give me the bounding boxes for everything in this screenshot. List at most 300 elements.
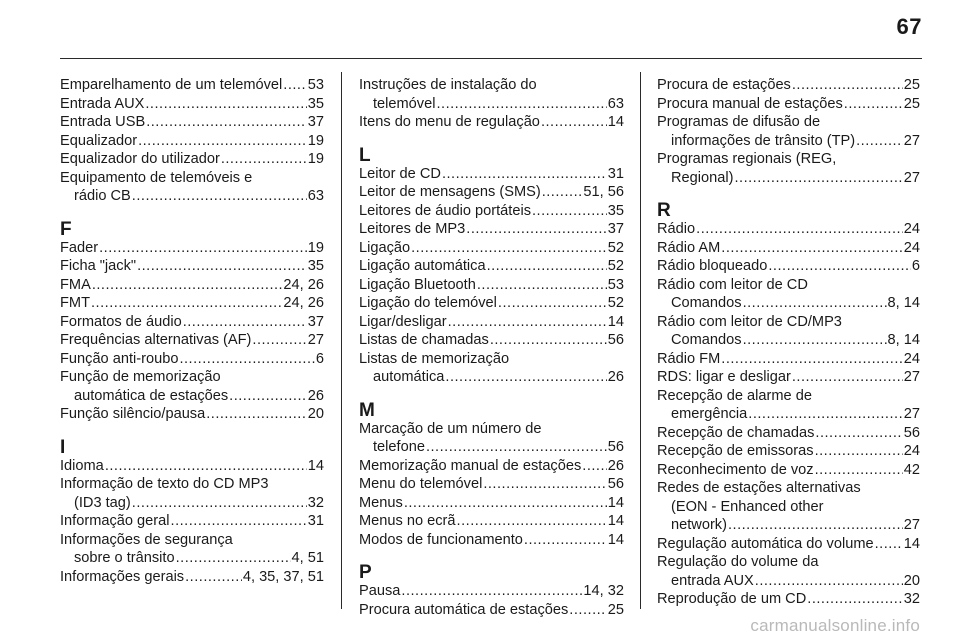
index-entry-line — [359, 294, 624, 313]
index-page-ref: 53 — [307, 77, 324, 93]
index-term: Ligação — [359, 239, 411, 256]
index-entry-line — [60, 405, 324, 424]
index-page-ref: 26 — [607, 369, 624, 385]
index-term: Listas de memorização — [359, 350, 510, 367]
index-term: Informação de texto do CD MP3 — [60, 476, 269, 492]
index-page-ref: 63 — [607, 95, 624, 112]
index-entry — [60, 368, 324, 405]
dot-leader — [183, 313, 307, 332]
dot-leader — [815, 461, 903, 480]
index-entry — [60, 276, 324, 295]
index-page-ref: 25 — [903, 77, 920, 93]
index-letter-heading: P — [359, 562, 372, 583]
index-entry — [657, 535, 920, 554]
index-page-ref: 19 — [307, 151, 324, 167]
index-term: Formatos de áudio — [60, 313, 182, 330]
dot-leader — [145, 95, 306, 114]
index-term: FMA — [60, 276, 91, 293]
index-entry-line — [657, 572, 920, 591]
index-entry-line — [60, 475, 324, 494]
index-entry-line — [60, 331, 324, 350]
index-term: Marcação de um número de — [359, 420, 542, 437]
dot-leader — [856, 132, 903, 151]
index-entry-line — [657, 590, 920, 609]
index-entry — [657, 461, 920, 480]
dot-leader — [743, 294, 887, 313]
dot-leader — [490, 331, 607, 350]
index-term: Leitores de MP3 — [359, 221, 466, 237]
index-page-ref: 27 — [903, 132, 920, 149]
index-entry — [657, 368, 920, 387]
dot-leader — [185, 568, 242, 587]
dot-leader — [426, 438, 607, 457]
index-page-ref: 14 — [607, 114, 624, 130]
index-entry-line — [359, 257, 624, 276]
index-term: Entrada USB — [60, 114, 146, 130]
index-term: Itens do menu de regulação — [359, 114, 540, 130]
index-page-ref: 20 — [903, 572, 920, 589]
index-term: Ficha "jack" — [60, 258, 137, 274]
dot-leader — [445, 368, 606, 387]
dot-leader — [815, 424, 902, 443]
dot-leader — [541, 113, 607, 132]
index-term: network) — [671, 517, 727, 533]
index-entry-line — [657, 350, 920, 369]
index-entry-line — [60, 276, 324, 295]
dot-leader — [807, 590, 903, 609]
page-number: 67 — [896, 14, 922, 39]
index-term: Reprodução de um CD — [657, 591, 807, 607]
index-term: Equalizador do utilizador — [60, 151, 220, 167]
index-page-ref: 14 — [607, 494, 624, 511]
index-entry — [657, 553, 920, 590]
dot-leader — [815, 442, 903, 461]
index-term: Função silêncio/pausa — [60, 406, 206, 422]
index-entry — [657, 424, 920, 443]
index-term: telemóvel — [373, 95, 436, 112]
dot-leader — [466, 220, 606, 239]
index-column-2 — [359, 76, 624, 619]
index-term: informações de trânsito (TP) — [671, 132, 856, 149]
index-entry-line — [657, 220, 920, 239]
dot-leader — [132, 494, 307, 513]
index-term: Comandos — [671, 295, 742, 311]
index-entry — [359, 183, 624, 202]
index-term: Menus no ecrã — [359, 513, 456, 529]
dot-leader — [401, 582, 582, 601]
index-term: FMT — [60, 295, 90, 311]
index-page-ref: 24 — [903, 221, 920, 237]
index-term: telefone — [373, 439, 425, 455]
index-term: Leitor de CD — [359, 165, 441, 182]
dot-leader — [768, 257, 911, 276]
index-page-ref: 14 — [903, 535, 920, 552]
index-entry-line — [657, 95, 920, 114]
dot-leader — [411, 239, 607, 258]
index-entry — [657, 95, 920, 114]
index-page-ref: 31 — [607, 165, 624, 182]
index-page-ref: 37 — [307, 313, 324, 330]
header-rule — [60, 58, 922, 59]
index-page-ref: 8, 14 — [887, 295, 920, 311]
index-page-ref: 42 — [903, 461, 920, 478]
index-entry-line — [657, 424, 920, 443]
index-entry-line — [60, 132, 324, 151]
index-entry-line — [60, 549, 324, 568]
index-entry-line — [657, 516, 920, 535]
index-term: Programas de difusão de — [657, 114, 821, 130]
dot-leader — [206, 405, 307, 424]
index-entry — [657, 113, 920, 150]
index-entry — [359, 276, 624, 295]
index-page-ref: 4, 51 — [291, 550, 324, 566]
dot-leader — [728, 516, 903, 535]
index-entry-line — [359, 475, 624, 494]
dot-leader — [792, 76, 903, 95]
index-entry — [657, 387, 920, 424]
index-entry-line — [60, 113, 324, 132]
index-entry — [359, 113, 624, 132]
index-entry-line — [359, 350, 624, 369]
index-entry-line — [359, 420, 624, 439]
index-page-ref: 31 — [307, 513, 324, 529]
index-term: Emparelhamento de um telemóvel — [60, 77, 283, 93]
index-entry-line — [657, 442, 920, 461]
dot-leader — [105, 457, 307, 476]
index-entry-line — [657, 113, 920, 132]
index-term: Função de memorização — [60, 369, 221, 385]
index-page-ref: 26 — [307, 387, 324, 404]
index-term: Rádio AM — [657, 239, 721, 256]
dot-leader — [755, 572, 903, 591]
index-term: automática — [373, 369, 445, 385]
dot-leader — [457, 512, 607, 531]
index-entry-line — [359, 601, 624, 620]
index-entry-line — [60, 257, 324, 276]
index-term: Frequências alternativas (AF) — [60, 332, 252, 348]
index-page-ref: 19 — [307, 132, 324, 149]
index-term: Rádio bloqueado — [657, 258, 768, 274]
index-entry — [657, 220, 920, 239]
index-term: Menus — [359, 494, 403, 511]
index-term: Ligação automática — [359, 258, 486, 274]
index-term: Procura automática de estações — [359, 601, 569, 618]
index-entry — [359, 494, 624, 513]
index-page-ref: 27 — [307, 332, 324, 348]
index-entry — [359, 202, 624, 221]
index-entry-line — [60, 350, 324, 369]
dot-leader — [792, 368, 903, 387]
index-entry — [60, 294, 324, 313]
dot-leader — [721, 239, 902, 258]
index-entry — [60, 350, 324, 369]
watermark: carmanualsonline.info — [750, 616, 920, 635]
index-entry-line — [359, 331, 624, 350]
dot-leader — [532, 202, 607, 221]
index-entry — [657, 150, 920, 187]
index-page-ref: 52 — [607, 239, 624, 256]
index-term: Ligação Bluetooth — [359, 276, 476, 293]
index-entry-line — [60, 313, 324, 332]
index-page-ref: 32 — [307, 494, 324, 511]
index-page-ref: 8, 14 — [887, 332, 920, 348]
index-entry — [359, 331, 624, 350]
dot-leader — [582, 457, 607, 476]
index-term: Regulação automática do volume — [657, 535, 874, 552]
dot-leader — [483, 475, 606, 494]
index-page-ref: 14 — [607, 531, 624, 548]
index-entry-line — [359, 438, 624, 457]
index-entry — [60, 76, 324, 95]
dot-leader — [542, 183, 583, 202]
index-entry-line — [60, 294, 324, 313]
index-entry — [657, 442, 920, 461]
index-term: Recepção de chamadas — [657, 424, 815, 441]
index-term: sobre o trânsito — [74, 550, 175, 566]
index-entry — [60, 132, 324, 151]
index-page-ref: 56 — [607, 476, 624, 492]
index-entry — [359, 313, 624, 332]
index-term: entrada AUX — [671, 572, 754, 589]
index-entry — [60, 512, 324, 531]
index-entry-line — [359, 457, 624, 476]
index-entry-line — [359, 76, 624, 95]
index-page-ref: 56 — [607, 439, 624, 455]
index-page-ref: 27 — [903, 406, 920, 422]
index-term: Informações gerais — [60, 568, 185, 585]
index-entry-line — [359, 165, 624, 184]
index-entry-line — [60, 150, 324, 169]
index-page-ref: 6 — [315, 350, 324, 367]
index-term: Equipamento de telemóveis e — [60, 169, 253, 186]
index-entry-line — [359, 113, 624, 132]
index-entry — [657, 239, 920, 258]
index-entry — [359, 475, 624, 494]
index-entry-line — [359, 276, 624, 295]
index-term: Listas de chamadas — [359, 332, 489, 348]
index-term: Pausa — [359, 583, 401, 599]
index-entry — [359, 531, 624, 550]
index-entry-line — [359, 582, 624, 601]
index-entry-line — [359, 183, 624, 202]
index-entry — [657, 350, 920, 369]
index-entry-line — [657, 498, 920, 517]
dot-leader — [229, 387, 307, 406]
index-page-ref: 24 — [903, 239, 920, 256]
dot-leader — [252, 331, 306, 350]
index-entry-line — [359, 512, 624, 531]
dot-leader — [748, 405, 903, 424]
index-entry — [359, 294, 624, 313]
index-entry-line — [657, 553, 920, 572]
index-entry-line — [60, 76, 324, 95]
index-term: Menu do telemóvel — [359, 476, 483, 492]
dot-leader — [179, 350, 314, 369]
dot-leader — [696, 220, 903, 239]
index-entry-line — [657, 239, 920, 258]
dot-leader — [283, 76, 307, 95]
index-term: Comandos — [671, 332, 742, 348]
dot-leader — [844, 95, 903, 114]
index-entry-line — [60, 187, 324, 206]
index-term: Leitor de mensagens (SMS) — [359, 184, 541, 200]
index-term: automática de estações — [74, 387, 229, 404]
index-term: Informação geral — [60, 513, 170, 529]
index-entry — [60, 257, 324, 276]
index-entry-line — [60, 531, 324, 550]
index-term: Rádio com leitor de CD/MP3 — [657, 313, 842, 330]
index-entry-line — [359, 531, 624, 550]
dot-leader — [132, 187, 307, 206]
index-entry-line — [657, 132, 920, 151]
dot-leader — [99, 239, 307, 258]
index-entry-line — [359, 239, 624, 258]
dot-leader — [176, 549, 291, 568]
index-page-ref: 25 — [903, 95, 920, 112]
index-term: Procura de estações — [657, 77, 791, 93]
index-page-ref: 35 — [307, 95, 324, 112]
index-column-3 — [657, 76, 920, 609]
index-term: RDS: ligar e desligar — [657, 369, 791, 385]
index-page-ref: 20 — [307, 406, 324, 422]
index-entry — [60, 331, 324, 350]
index-entry-line — [60, 512, 324, 531]
index-entry — [60, 150, 324, 169]
index-term: Programas regionais (REG, — [657, 151, 837, 167]
index-entry-line — [657, 535, 920, 554]
index-term: Recepção de alarme de — [657, 387, 812, 404]
index-entry — [60, 568, 324, 587]
index-entry-line — [359, 368, 624, 387]
index-entry-line — [657, 331, 920, 350]
index-letter-heading: M — [359, 399, 375, 421]
index-term: Rádio — [657, 221, 696, 237]
index-page-ref: 27 — [903, 369, 920, 385]
dot-leader — [487, 257, 607, 276]
index-term: Idioma — [60, 457, 104, 474]
index-term: Ligação do telemóvel — [359, 295, 497, 311]
column-divider-1 — [341, 72, 342, 609]
index-entry-line — [657, 405, 920, 424]
index-entry-line — [60, 457, 324, 476]
index-entry — [359, 165, 624, 184]
index-letter-heading: R — [657, 200, 671, 221]
index-entry — [359, 350, 624, 387]
index-entry-line — [657, 150, 920, 169]
index-entry-line — [60, 387, 324, 406]
index-entry-line — [657, 76, 920, 95]
index-term: Redes de estações alternativas — [657, 480, 861, 496]
index-page-ref: 14, 32 — [583, 583, 624, 599]
dot-leader — [221, 150, 307, 169]
dot-leader — [875, 535, 903, 554]
index-entry — [359, 76, 624, 113]
index-entry — [657, 257, 920, 276]
dot-leader — [171, 512, 307, 531]
index-page-ref: 35 — [607, 202, 624, 219]
index-term: rádio CB — [74, 188, 131, 204]
index-letter-heading: L — [359, 144, 371, 166]
index-term: Rádio FM — [657, 350, 721, 367]
dot-leader — [524, 531, 607, 550]
index-term: (ID3 tag) — [74, 494, 131, 511]
index-page-ref: 37 — [307, 114, 324, 130]
index-entry-line — [657, 368, 920, 387]
index-entry-line — [657, 169, 920, 188]
dot-leader — [146, 113, 307, 132]
index-term: emergência — [671, 406, 748, 422]
index-term: Regulação do volume da — [657, 554, 819, 570]
index-entry — [657, 479, 920, 535]
index-term: Rádio com leitor de CD — [657, 276, 808, 293]
index-entry — [60, 457, 324, 476]
index-term: Entrada AUX — [60, 95, 145, 112]
index-term: Ligar/desligar — [359, 313, 447, 330]
index-entry — [657, 76, 920, 95]
dot-leader — [498, 294, 607, 313]
index-page-ref: 35 — [307, 258, 324, 274]
index-page-ref: 27 — [903, 517, 920, 533]
index-page-ref: 6 — [911, 258, 920, 274]
index-page-ref: 19 — [307, 239, 324, 256]
column-divider-2 — [640, 72, 641, 609]
index-entry — [359, 257, 624, 276]
index-entry — [60, 95, 324, 114]
index-page-ref: 53 — [607, 276, 624, 293]
index-entry — [359, 220, 624, 239]
index-entry — [359, 457, 624, 476]
index-term: Equalizador — [60, 132, 138, 149]
index-letter-heading: F — [60, 218, 72, 240]
dot-leader — [743, 331, 887, 350]
index-column-1 — [60, 76, 324, 586]
index-entry — [657, 590, 920, 609]
index-entry — [60, 475, 324, 512]
index-entry-line — [359, 220, 624, 239]
index-entry-line — [60, 568, 324, 587]
index-term: Fader — [60, 239, 99, 256]
dot-leader — [734, 169, 902, 188]
index-entry-line — [657, 461, 920, 480]
index-entry — [359, 420, 624, 457]
index-entry — [60, 239, 324, 258]
index-page-ref: 51, 56 — [583, 184, 624, 200]
index-entry-line — [359, 494, 624, 513]
index-page-ref: 24, 26 — [283, 276, 324, 293]
index-term: Regional) — [671, 169, 734, 186]
index-entry — [359, 601, 624, 620]
index-entry-line — [657, 479, 920, 498]
index-entry-line — [60, 95, 324, 114]
index-entry-line — [657, 257, 920, 276]
dot-leader — [721, 350, 903, 369]
index-entry — [60, 113, 324, 132]
index-page-ref: 52 — [607, 295, 624, 311]
index-page-ref: 14 — [607, 313, 624, 330]
index-term: Reconhecimento de voz — [657, 461, 814, 478]
index-term: Instruções de instalação do — [359, 77, 537, 93]
index-entry — [359, 239, 624, 258]
index-page-ref: 56 — [903, 424, 920, 441]
dot-leader — [569, 601, 606, 620]
index-term: (EON - Enhanced other — [671, 498, 824, 515]
dot-leader — [477, 276, 607, 295]
index-entry-line — [60, 239, 324, 258]
index-entry-line — [657, 387, 920, 406]
index-entry — [60, 531, 324, 568]
dot-leader — [138, 132, 307, 151]
index-entry-line — [60, 169, 324, 188]
